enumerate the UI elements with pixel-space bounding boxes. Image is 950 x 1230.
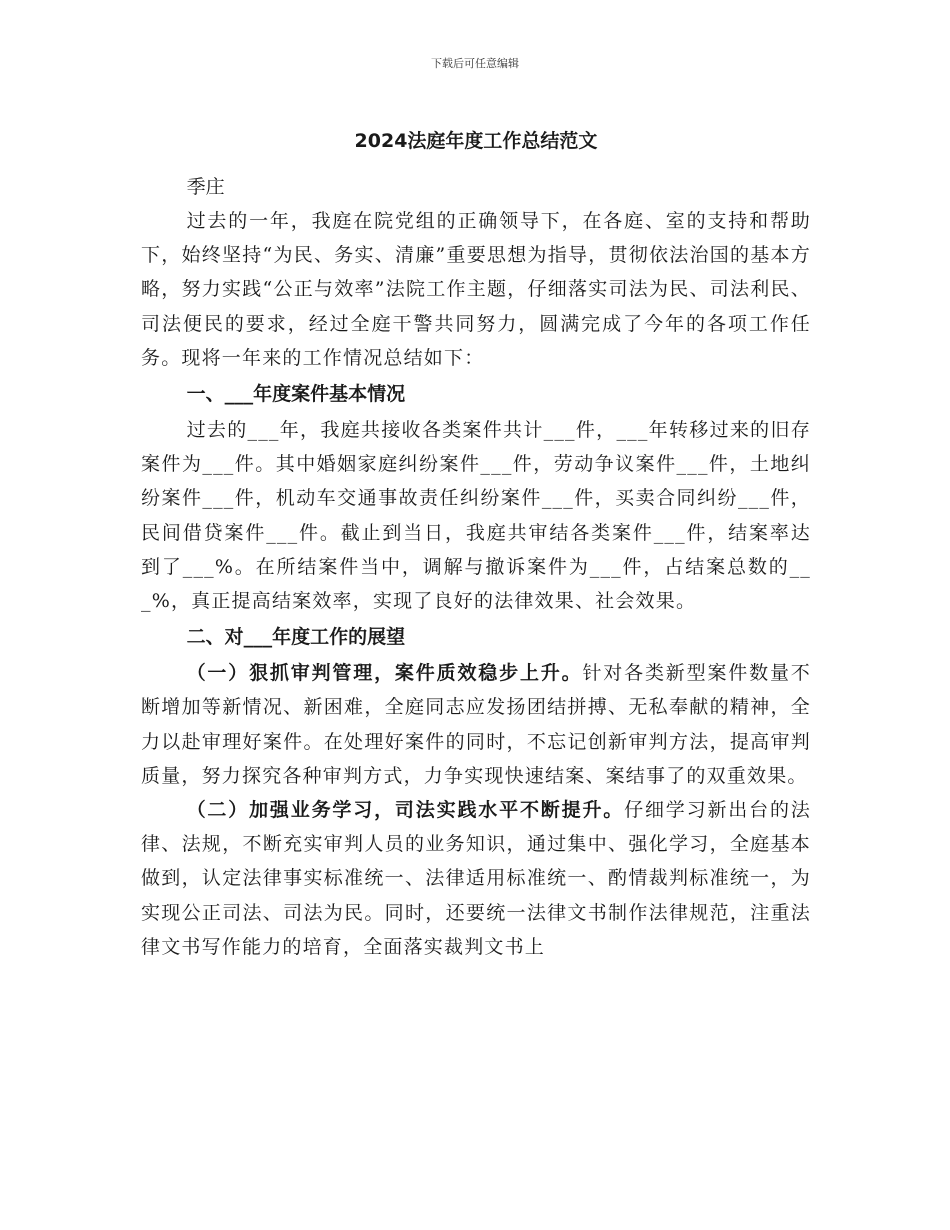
item-1-body: 针对各类新型案件数量不断增加等新情况、新困难，全庭同志应发扬团结拼搏、无私奉献的精神，全力以赴审理好案件。在处理好案件的同时，不忘记创新审判方法，提高审判质量，努力探究各种审判方式，力争实现快速结案、案结事了的双重效果。 <box>141 662 811 787</box>
section-2-item-1 <box>141 656 811 793</box>
section-heading-2: 二、对___年度工作的展望 <box>186 626 406 649</box>
section-2-item-2 <box>141 793 811 964</box>
section-1-paragraph: 过去的___年，我庭共接收各类案件共计___件，___年转移过来的旧存案件为___件。其中婚姻家庭纠纷案件___件，劳动争议案件___件，土地纠纷案件___件，机动车交通事故责任纠纷案件___件，买卖合同纠纷___件，民间借贷案件___件。截止到当日，我庭共审结各类案件___件，结案率达到了___%。在所结案件当中，调解与撤诉案件为___件，占结案总数的___%，真正提高结案效率，实现了良好的法律效果、社会效果。 <box>141 419 811 613</box>
document-title: 2024法庭年度工作总结范文 <box>354 130 598 152</box>
item-1-title: （一）狠抓审判管理，案件质效稳步上升。 <box>186 662 583 685</box>
document-body <box>141 118 811 964</box>
item-2-body: 仔细学习新出台的法律、法规，不断充实审判人员的业务知识，通过集中、强化学习，全庭基本做到，认定法律事实标准统一、法律适用标准统一、酌情裁判标准统一，为实现公正司法、司法为民。同时，还要统一法律文书制作法律规范，注重法律文书写作能力的培育，全面落实裁判文书上 <box>141 799 811 958</box>
author-name: 季庄 <box>186 176 225 198</box>
header-note: 下载后可任意编辑 <box>431 57 519 70</box>
item-2-title: （二）加强业务学习，司法实践水平不断提升。 <box>186 799 625 822</box>
section-heading-1: 一、___年度案件基本情况 <box>186 383 406 406</box>
intro-paragraph: 过去的一年，我庭在院党组的正确领导下，在各庭、室的支持和帮助下，始终坚持“为民、务实、清廉”重要思想为指导，贯彻依法治国的基本方略，努力实践“公正与效率”法院工作主题，仔细落实司法为民、司法利民、司法便民的要求，经过全庭干警共同努力，圆满完成了今年的各项工作任务。现将一年来的工作情况总结如下： <box>141 210 811 369</box>
